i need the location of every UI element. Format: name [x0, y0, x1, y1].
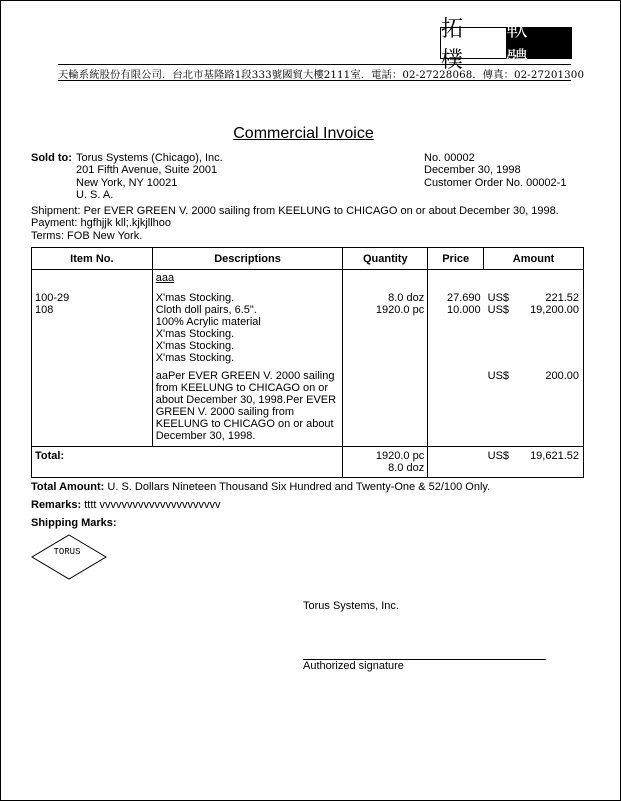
- logo-right-chars: 軟 體: [506, 28, 571, 58]
- invoice-info: [424, 152, 566, 189]
- price: 27.690: [446, 292, 481, 304]
- sold-to-line: 201 Fifth Avenue, Suite 2001: [76, 164, 218, 177]
- currency: US$: [487, 304, 510, 316]
- extra-desc-line: about December 30, 1998.Per EVER: [155, 394, 337, 406]
- extra-desc-line: KEELUNG to CHICAGO on or about: [155, 418, 334, 430]
- sold-to-label: Sold to:: [31, 152, 72, 164]
- total-amount-cell: [484, 447, 584, 478]
- desc-line: X'mas Stocking.: [155, 328, 235, 340]
- header-price: Price: [428, 248, 484, 270]
- shipping-mark-text: TORUS: [53, 547, 81, 557]
- total-amount-words: U. S. Dollars Nineteen Thousand Six Hundred and Twenty-One & 52/100 Only.: [107, 481, 491, 493]
- header-amount: Amount: [484, 248, 584, 270]
- extra-desc-line: December 30, 1998.: [155, 430, 256, 442]
- header-quantity: Quantity: [343, 248, 428, 270]
- shipping-marks-label: Shipping Marks:: [31, 517, 117, 529]
- total-label: Total:: [35, 450, 65, 462]
- extra-desc-line: aaPer EVER GREEN V. 2000 sailing: [155, 370, 335, 382]
- shipment-line: Shipment: Per EVER GREEN V. 2000 sailing from KEELUNG to CHICAGO on or about December 30, 1998.: [31, 205, 559, 217]
- company-logo: [440, 17, 572, 73]
- desc-line: X'mas Stocking.: [155, 340, 235, 352]
- total-label-cell: [32, 447, 343, 478]
- desc-line: 100% Acrylic material: [155, 316, 261, 328]
- currency: US$: [487, 370, 510, 382]
- table-total-row: [32, 447, 584, 478]
- invoice-date: December 30, 1998: [424, 164, 521, 177]
- sold-to-line: New York, NY 10021: [76, 176, 178, 189]
- descriptions-cell: [152, 270, 343, 447]
- quantity-cell: [343, 270, 428, 447]
- item-no: 108: [35, 304, 54, 316]
- sold-to-line: U. S. A.: [76, 188, 114, 201]
- total-qty-cell: [343, 447, 428, 478]
- amount-cell: [484, 270, 584, 447]
- desc-line: Cloth doll pairs, 6.5".: [155, 304, 257, 316]
- terms-line: Terms: FOB New York.: [31, 229, 143, 242]
- title-text: Commercial Invoice: [233, 125, 374, 142]
- table-body-row: [32, 270, 584, 447]
- total-price-cell: [428, 447, 484, 478]
- sold-to-line: Torus Systems (Chicago), Inc.: [76, 152, 223, 164]
- currency: US$: [487, 292, 510, 304]
- amount: 19,200.00: [530, 304, 579, 316]
- header-descriptions: Descriptions: [152, 248, 343, 270]
- total-amount-text-line: [31, 481, 490, 493]
- extra-desc-line: GREEN V. 2000 sailing from: [155, 406, 295, 418]
- quantity: 8.0 doz: [388, 292, 425, 304]
- quantity: 1920.0 pc: [375, 304, 425, 316]
- desc-line: X'mas Stocking.: [155, 292, 235, 304]
- price-cell: [428, 270, 484, 447]
- remarks-label: Remarks:: [31, 499, 82, 511]
- signature-company: Torus Systems, Inc.: [303, 600, 399, 612]
- amount: 200.00: [545, 370, 579, 382]
- item-no-cell: [32, 270, 153, 447]
- shipping-mark-diamond: [31, 534, 107, 580]
- extra-desc-line: from KEELUNG to CHICAGO on or: [155, 382, 329, 394]
- currency: US$: [487, 450, 510, 462]
- item-no: 100-29: [35, 292, 70, 304]
- page-title: [0, 125, 607, 143]
- customer-order-number: Customer Order No. 00002-1: [424, 176, 567, 189]
- invoice-number: No. 00002: [424, 152, 475, 164]
- logo-left-chars: 拓 樸: [441, 17, 470, 73]
- shipment-terms: [31, 205, 559, 242]
- total-qty: 1920.0 pc: [375, 450, 425, 462]
- company-address-line: 天輪系統股份有限公司．台北市基隆路1段333號國貿大樓2111室．電話：02-27228068．傳真：02-27201300: [58, 69, 585, 81]
- table-header-row: [32, 248, 584, 270]
- desc-line: X'mas Stocking.: [155, 352, 235, 364]
- price: 10.000: [446, 304, 481, 316]
- header-rule-top: [58, 64, 571, 65]
- signature-label: Authorized signature: [303, 660, 404, 672]
- remarks-text: tttt vvvvvvvvvvvvvvvvvvvvvv: [84, 499, 221, 511]
- total-qty: 8.0 doz: [388, 462, 425, 474]
- total-amount-label: Total Amount:: [31, 481, 105, 493]
- invoice-table: [31, 247, 584, 478]
- payment-line: Payment: hgfhjjk kll;.kjkjllhoo: [31, 217, 172, 230]
- section-heading: aaa: [155, 272, 175, 284]
- total-amount: 19,621.52: [530, 450, 579, 462]
- remarks-line: [31, 499, 220, 511]
- sold-to-address: [76, 152, 223, 201]
- header-rule-bottom: [58, 80, 571, 81]
- header-item-no: Item No.: [32, 248, 153, 270]
- amount: 221.52: [545, 292, 579, 304]
